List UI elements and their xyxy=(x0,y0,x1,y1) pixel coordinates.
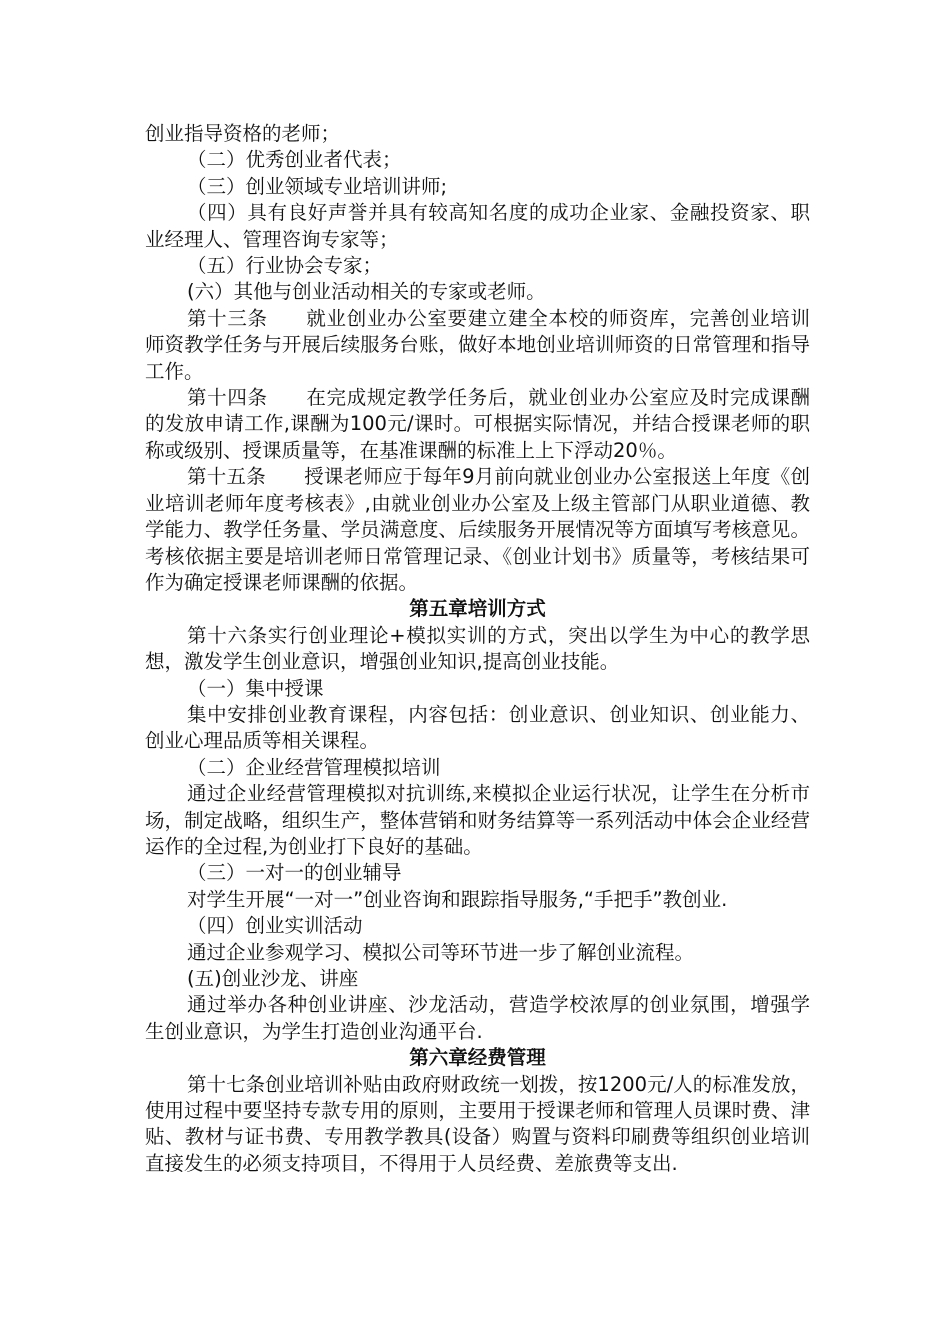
list-item: (五)创业沙龙、讲座 xyxy=(187,967,359,990)
article-label: 第十四条 xyxy=(187,386,268,410)
article-text: 就业创业办公室要建立建全本校的师资库，完善创业培训师资教学任务与开展后续服务台账，做好本地创业培训师资的日常管理和指导工作。 xyxy=(145,306,810,383)
list-item: （三）一对一的创业辅导 xyxy=(187,861,402,885)
list-item: （三）创业领域专业培训讲师; xyxy=(187,174,448,198)
list-item: （二）企业经营管理模拟培训 xyxy=(187,755,441,779)
document-page xyxy=(145,121,810,1177)
article-15 xyxy=(145,464,810,596)
chapter-heading: 第五章培训方式 xyxy=(409,597,546,621)
list-item: （四）具有良好声誉并具有较高知名度的成功企业家、金融投资家、职业经理人、管理咨询专家等； xyxy=(145,201,810,251)
article-14 xyxy=(145,385,810,464)
paragraph: 第十七条创业培训补贴由政府财政统一划拨，按1200元/人的标准发放，使用过程中要坚持专款专用的原则，主要用于授课老师和管理人员课时费、津贴、教材与证书费、专用教学教具(设备）购置与资料印刷费等组织创业培训直接发生的必须支持项目，不得用于人员经费、差旅费等支出. xyxy=(145,1072,810,1175)
paragraph: 通过企业参观学习、模拟公司等环节进一步了解创业流程。 xyxy=(187,940,695,964)
article-13 xyxy=(145,306,810,385)
list-item: （四）创业实训活动 xyxy=(187,914,363,938)
article-label: 第十五条 xyxy=(187,465,266,489)
paragraph: 通过企业经营管理模拟对抗训练,来模拟企业运行状况，让学生在分析市场，制定战略，组织生产，整体营销和财务结算等一系列活动中体会企业经营运作的全过程,为创业打下良好的基础。 xyxy=(145,782,810,858)
chapter-heading: 第六章经费管理 xyxy=(409,1046,546,1070)
article-text: 授课老师应于每年9月前向就业创业办公室报送上年度《创业培训老师年度考核表》,由就业创业办公室及上级主管部门从职业道德、教学能力、教学任务量、学员满意度、后续服务开展情况等方面填写考核意见。考核依据主要是培训老师日常管理记录、《创业计划书》质量等，考核结果可作为确定授课老师课酬的依据。 xyxy=(145,465,810,594)
list-item: （二）优秀创业者代表； xyxy=(187,148,402,172)
list-item: (六）其他与创业活动相关的专家或老师。 xyxy=(187,280,546,304)
paragraph: 集中安排创业教育课程，内容包括：创业意识、创业知识、创业能力、创业心理品质等相关课程。 xyxy=(145,702,810,753)
paragraph: 第十六条实行创业理论+模拟实训的方式，突出以学生为中心的教学思想，激发学生创业意识，增强创业知识,提高创业技能。 xyxy=(145,623,810,674)
list-item: （五）行业协会专家； xyxy=(187,254,383,278)
article-label: 第十三条 xyxy=(187,306,268,330)
list-item: （一）集中授课 xyxy=(187,676,324,700)
paragraph: 创业指导资格的老师； xyxy=(145,122,341,145)
paragraph: 对学生开展“一对一”创业咨询和跟踪指导服务,“手把手”教创业. xyxy=(187,887,728,911)
paragraph: 通过举办各种创业讲座、沙龙活动，营造学校浓厚的创业氛围，增强学生创业意识，为学生打造创业沟通平台. xyxy=(145,993,810,1043)
article-text: 在完成规定教学任务后，就业创业办公室应及时完成课酬的发放申请工作,课酬为100元/课时。可根据实际情况，并结合授课老师的职称或级别、授课质量等，在基准课酬的标准上上下浮动20％。 xyxy=(145,386,810,462)
